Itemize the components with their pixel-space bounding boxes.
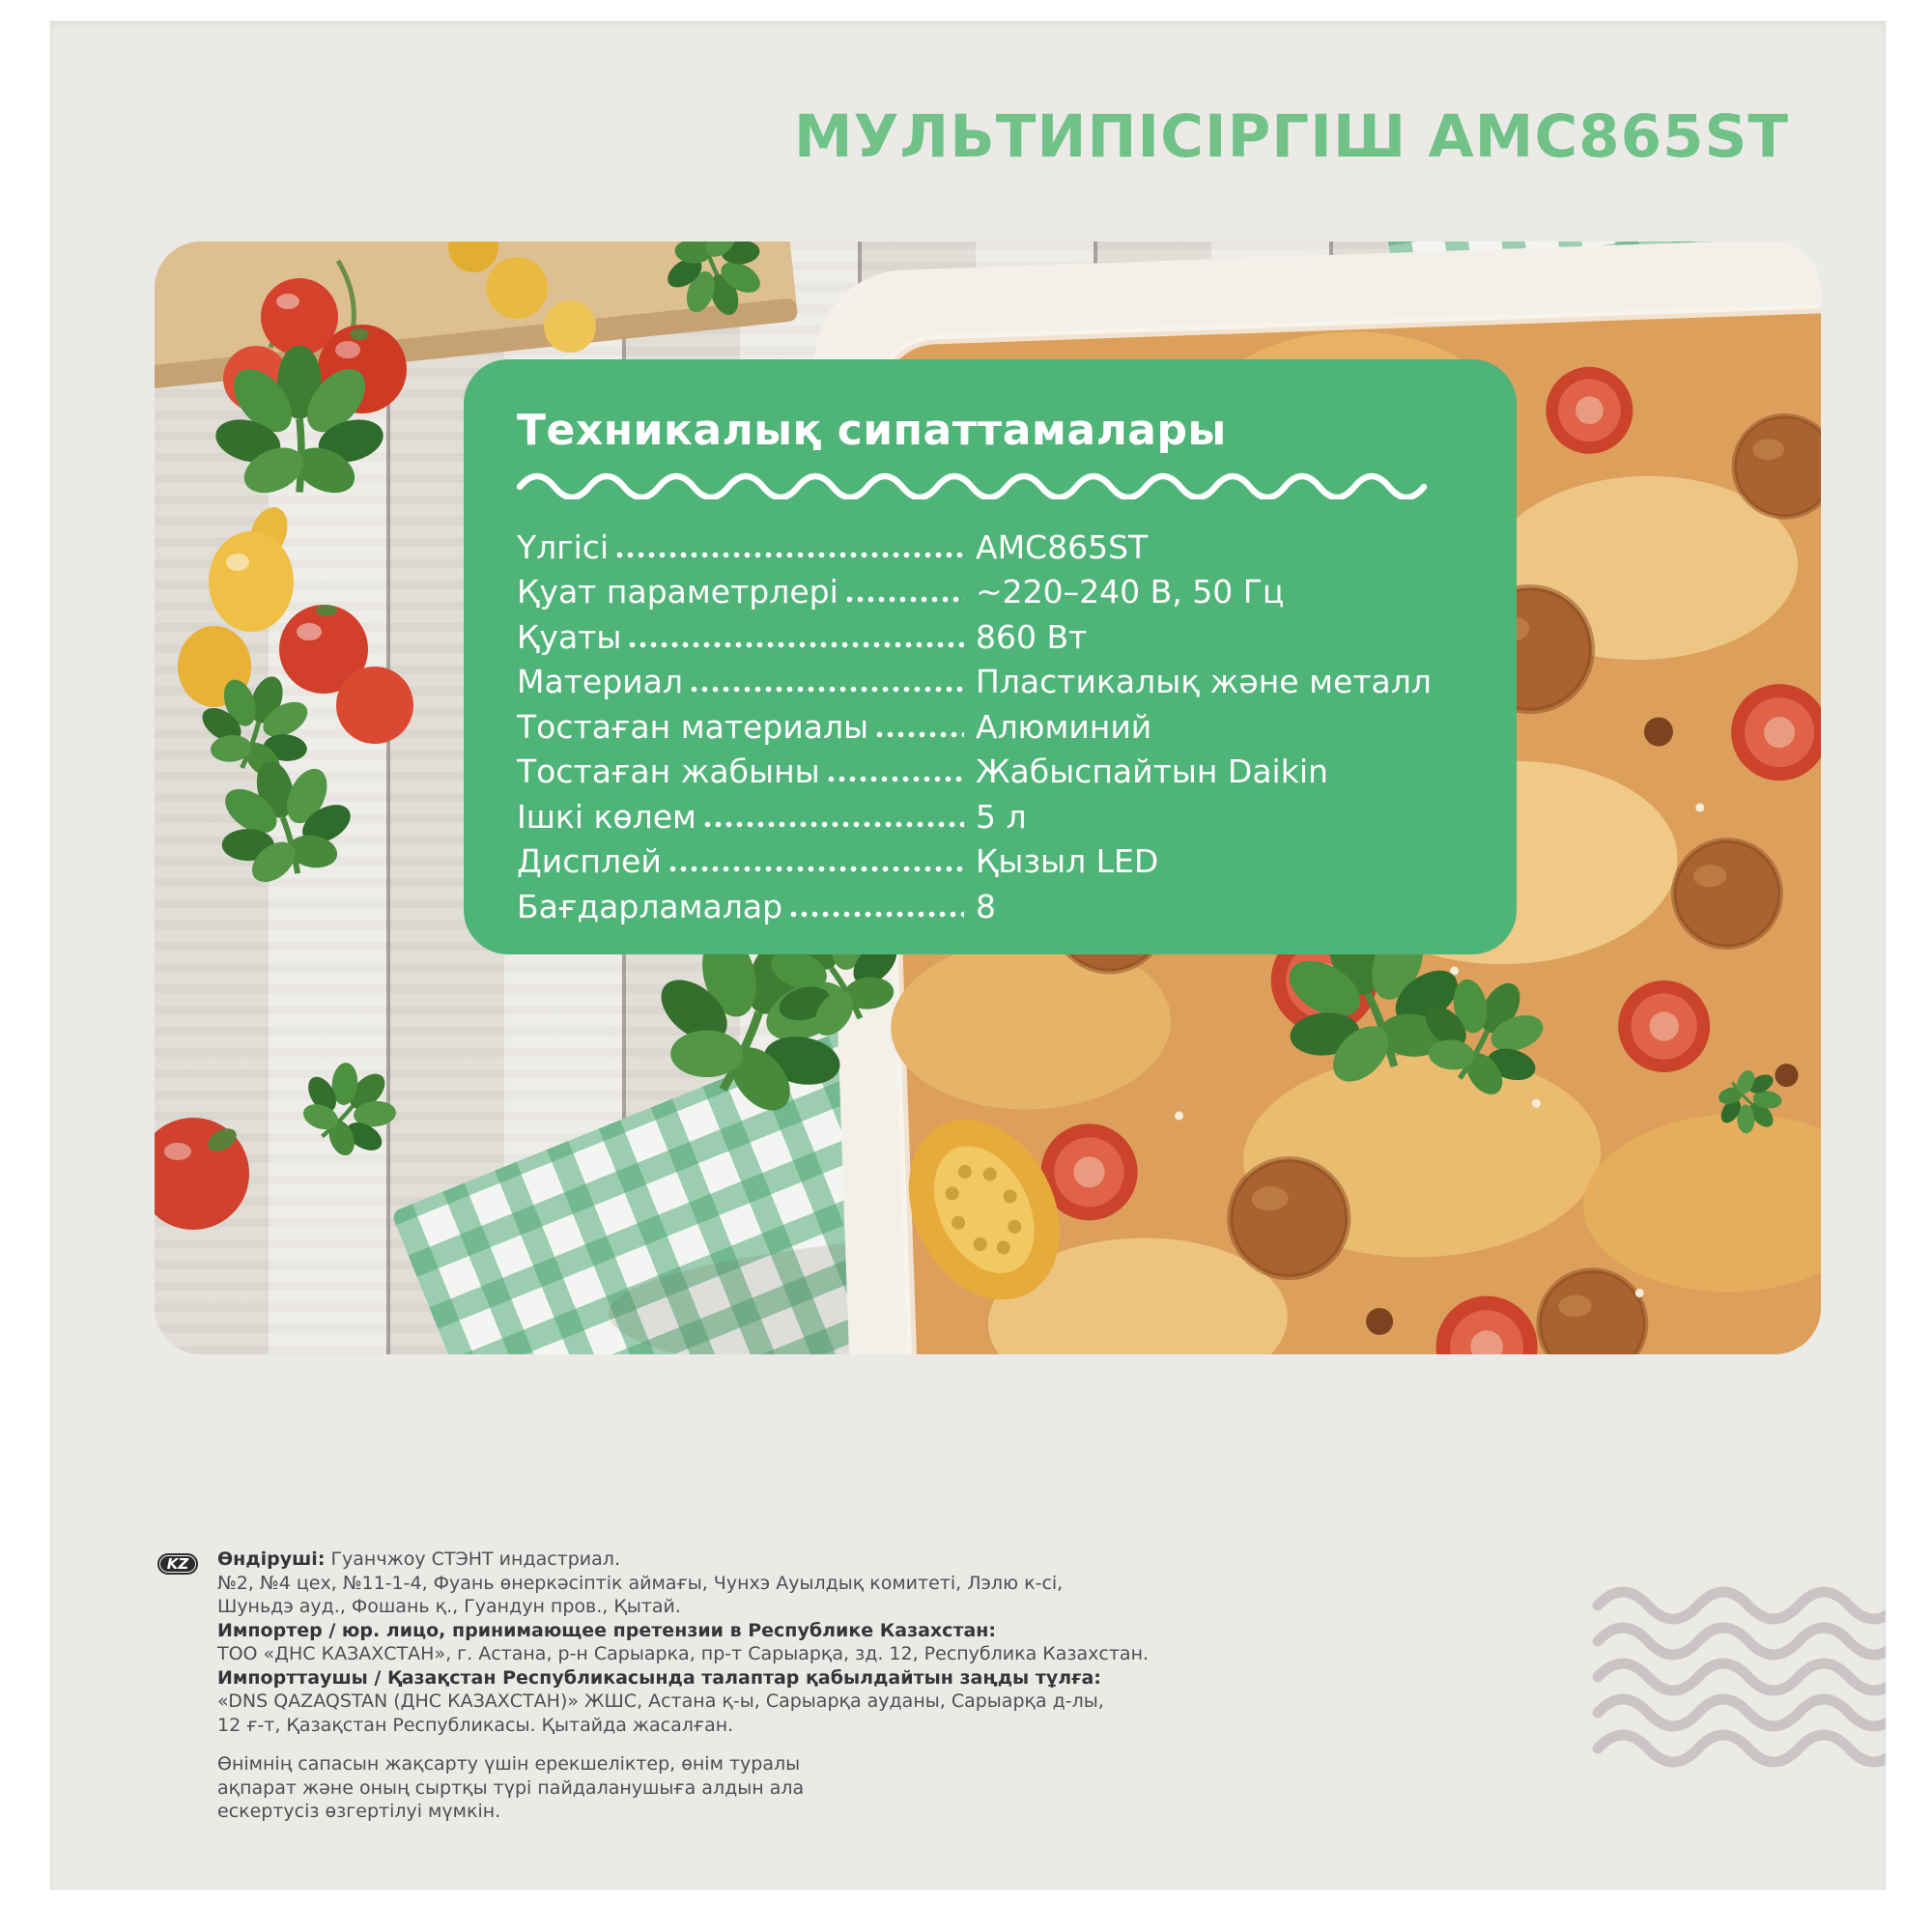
specs-heading: Техникалық сипаттамалары	[517, 406, 1227, 455]
manufacturer-label: Өндіруші:	[217, 1548, 326, 1570]
tomato	[155, 1118, 249, 1230]
legal-text	[217, 1548, 1149, 1824]
wavy-lines-decoration	[1592, 1584, 1886, 1787]
disclaimer-line: Өнімнің сапасын жақсарту үшін ерекшеліктер, өнім туралы	[217, 1753, 801, 1775]
spec-value: 5 л	[976, 797, 1027, 836]
spec-row	[517, 700, 1463, 746]
spec-label: Ішкі көлем	[517, 797, 696, 836]
spec-row	[517, 790, 1463, 836]
spec-value: 860 Вт	[976, 617, 1088, 656]
importer-kz-label: Импорттаушы / Қазақстан Республикасында талаптар қабылдайтын заңды тұлға:	[217, 1666, 1101, 1689]
disclaimer-line: ақпарат және оның сыртқы түрі пайдаланушыға алдын ала	[217, 1776, 805, 1799]
importer-kz-value: 12 ғ-т, Қазақстан Республикасы. Қытайда жасалған.	[217, 1714, 734, 1736]
spec-label: Үлгісі	[517, 527, 610, 566]
dot-leader	[704, 821, 964, 828]
spec-label: Дисплей	[517, 842, 662, 880]
spec-label: Бағдарламалар	[517, 887, 783, 925]
spec-row	[517, 656, 1463, 701]
spec-label: Тостаған жабыны	[517, 753, 820, 790]
spec-value: 8	[976, 887, 996, 925]
dot-leader	[691, 686, 964, 693]
kz-region-badge: KZ	[157, 1553, 198, 1575]
disclaimer-line: ескертусіз өзгертілуі мүмкін.	[217, 1801, 501, 1822]
spec-value: AMC865ST	[976, 527, 1149, 566]
address-line: Шуньдэ ауд., Фошань қ., Гуандун пров., Қытай.	[217, 1596, 681, 1617]
spec-value: Алюминий	[976, 707, 1152, 746]
dot-leader	[616, 552, 964, 558]
spec-value: Жабыспайтын Daikin	[976, 753, 1328, 790]
spec-row	[517, 880, 1463, 925]
manufacturer-value: Гуанчжоу СТЭНТ индастриал.	[325, 1548, 620, 1570]
specs-panel	[464, 359, 1517, 954]
spec-value: Пластикалық және металл	[976, 663, 1432, 700]
spec-label: Материал	[517, 663, 683, 700]
dot-leader	[669, 866, 964, 872]
address-line: №2, №4 цех, №11-1-4, Фуань өнеркәсіптік аймағы, Чунхэ Ауылдық комитеті, Лэлю к-сі,	[217, 1572, 1064, 1594]
importer-ru-label: Импортер / юр. лицо, принимающее претензии в Республике Казахстан:	[217, 1619, 997, 1641]
spec-row	[517, 566, 1463, 611]
dot-leader	[629, 641, 964, 648]
spec-row	[517, 836, 1463, 881]
dot-leader	[790, 911, 964, 918]
importer-kz-value: «DNS QAZAQSTAN (ДНС КАЗАХСТАН)» ЖШС, Астана қ-ы, Сарыарқа ауданы, Сарыарқа д-лы,	[217, 1690, 1104, 1712]
manufacturer-line	[217, 1548, 1149, 1572]
product-title: МУЛЬТИПІСІРГІШ AMC865ST	[793, 102, 1789, 171]
importer-ru-value: ТОО «ДНС КАЗАХСТАН», г. Астана, р-н Сарыарка, пр-т Сарыарқа, зд. 12, Республика Казахстан.	[217, 1643, 1150, 1664]
spec-row	[517, 521, 1463, 566]
dot-leader	[846, 596, 964, 603]
spec-label: Тостаған материалы	[517, 707, 869, 746]
spec-label: Қуат параметрлері	[517, 573, 838, 611]
wavy-divider	[517, 470, 1463, 499]
spec-value: ~220–240 В, 50 Гц	[976, 573, 1285, 611]
yellow-pear-tomatoes	[178, 502, 294, 707]
spec-label: Қуаты	[517, 617, 622, 656]
dot-leader	[828, 776, 964, 782]
package-surface	[50, 21, 1886, 1889]
spec-value: Қызыл LED	[976, 842, 1159, 880]
spec-row	[517, 611, 1463, 656]
spec-row	[517, 746, 1463, 791]
dot-leader	[876, 731, 964, 738]
